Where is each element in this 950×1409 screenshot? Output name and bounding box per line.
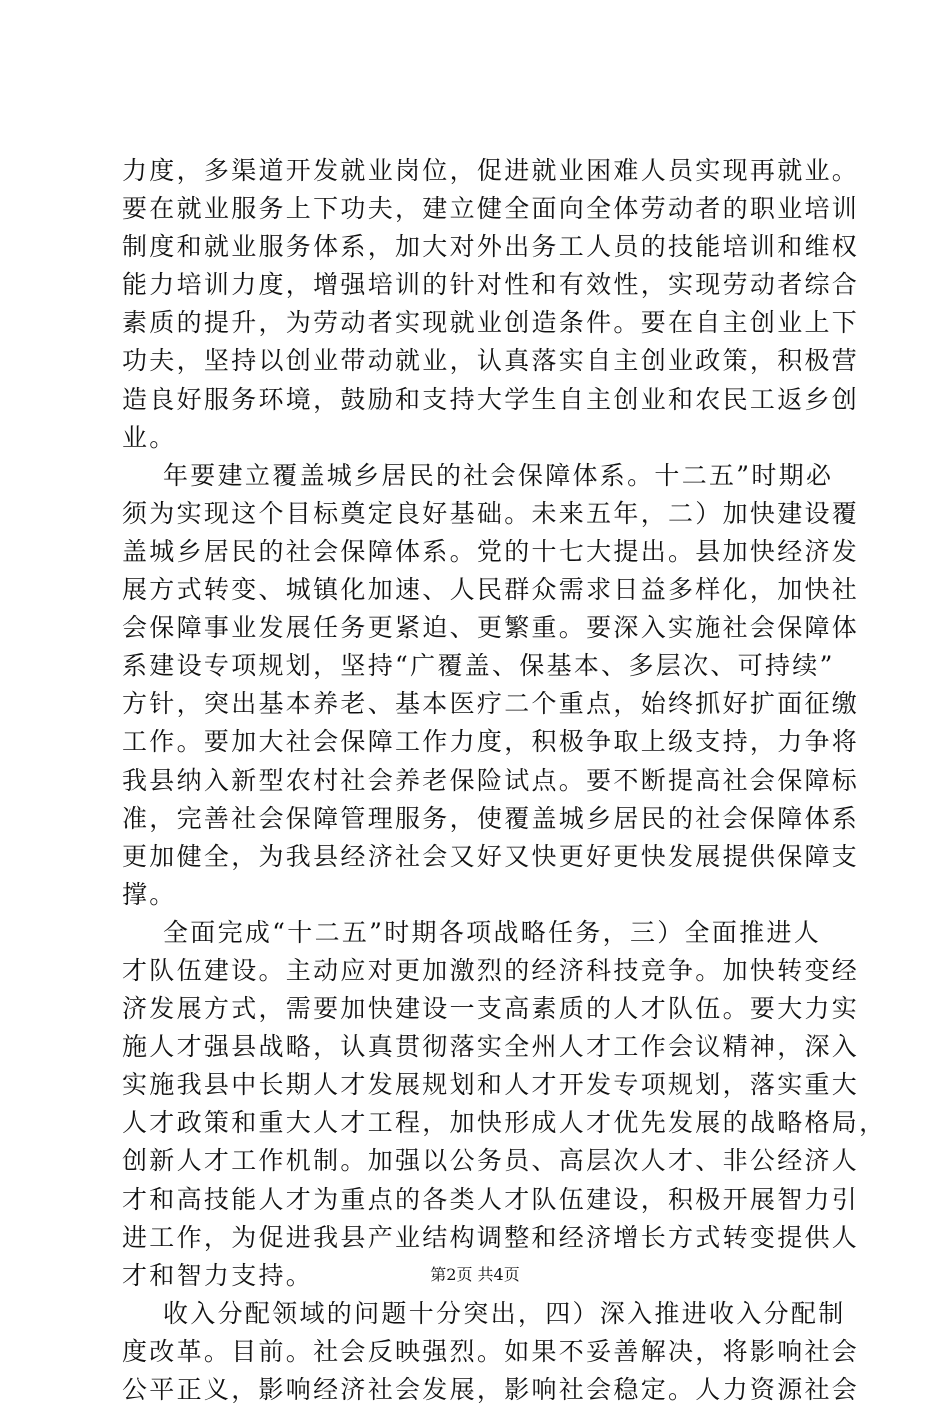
text-line: 功夫，坚持以创业带动就业，认真落实自主创业政策，积极营 xyxy=(122,346,860,376)
text-line: 工作。要加大社会保障工作力度，积极争取上级支持，力争将 xyxy=(122,727,860,757)
text-line: 能力培训力度，增强培训的针对性和有效性，实现劳动者综合 xyxy=(122,270,860,300)
text-line: 实施我县中长期人才发展规划和人才开发专项规划，落实重大 xyxy=(122,1070,860,1100)
text-line: 收入分配领域的问题十分突出，四）深入推进收入分配制 xyxy=(122,1298,846,1328)
page-footer: 第2页 共4页 xyxy=(430,1265,520,1284)
text-line: 力度，多渠道开发就业岗位，促进就业困难人员实现再就业。 xyxy=(122,156,860,185)
text-line: 撑。 xyxy=(122,879,177,909)
text-line: 更加健全，为我县经济社会又好又快更好更快发展提供保障支 xyxy=(122,841,860,871)
text-line: 系建设专项规划，坚持“广覆盖、保基本、多层次、可持续” xyxy=(122,651,835,681)
text-line: 才队伍建设。主动应对更加激烈的经济科技竞争。加快转变经 xyxy=(122,955,860,985)
text-line: 才和智力支持。 xyxy=(122,1260,314,1290)
text-line: 制度和就业服务体系，加大对外出务工人员的技能培训和维权 xyxy=(122,232,860,262)
text-line: 须为实现这个目标奠定良好基础。未来五年，二）加快建设覆 xyxy=(122,498,860,528)
document-body xyxy=(122,152,887,1409)
text-line: 造良好服务环境，鼓励和支持大学生自主创业和农民工返乡创 xyxy=(122,384,860,414)
text-line: 公平正义，影响经济社会发展，影响社会稳定。人力资源社会 xyxy=(122,1375,860,1404)
text-line: 度改革。目前。社会反映强烈。如果不妥善解决，将影响社会 xyxy=(122,1336,860,1366)
text-line: 人才政策和重大人才工程，加快形成人才优先发展的战略格局， xyxy=(122,1108,887,1138)
text-line: 进工作，为促进我县产业结构调整和经济增长方式转变提供人 xyxy=(122,1222,860,1252)
text-line: 济发展方式，需要加快建设一支高素质的人才队伍。要大力实 xyxy=(122,994,860,1024)
text-line: 盖城乡居民的社会保障体系。党的十七大提出。县加快经济发 xyxy=(122,536,860,566)
text-line: 创新人才工作机制。加强以公务员、高层次人才、非公经济人 xyxy=(122,1146,860,1176)
text-line: 我县纳入新型农村社会养老保险试点。要不断提高社会保障标 xyxy=(122,765,860,795)
text-line: 准，完善社会保障管理服务，使覆盖城乡居民的社会保障体系 xyxy=(122,803,860,833)
text-line: 年要建立覆盖城乡居民的社会保障体系。十二五”时期必 xyxy=(122,460,834,490)
text-line: 施人才强县战略，认真贯彻落实全州人才工作会议精神，深入 xyxy=(122,1032,860,1062)
text-line: 业。 xyxy=(122,422,177,452)
text-line: 方针，突出基本养老、基本医疗二个重点，始终抓好扩面征缴 xyxy=(122,689,860,719)
text-line: 会保障事业发展任务更紧迫、更繁重。要深入实施社会保障体 xyxy=(122,613,860,643)
text-line: 展方式转变、城镇化加速、人民群众需求日益多样化，加快社 xyxy=(122,575,860,605)
text-line: 要在就业服务上下功夫，建立健全面向全体劳动者的职业培训 xyxy=(122,194,860,224)
text-line: 全面完成“十二五”时期各项战略任务，三）全面推进人 xyxy=(122,917,822,947)
text-line: 才和高技能人才为重点的各类人才队伍建设，积极开展智力引 xyxy=(122,1184,860,1214)
text-line: 素质的提升，为劳动者实现就业创造条件。要在自主创业上下 xyxy=(122,308,860,338)
